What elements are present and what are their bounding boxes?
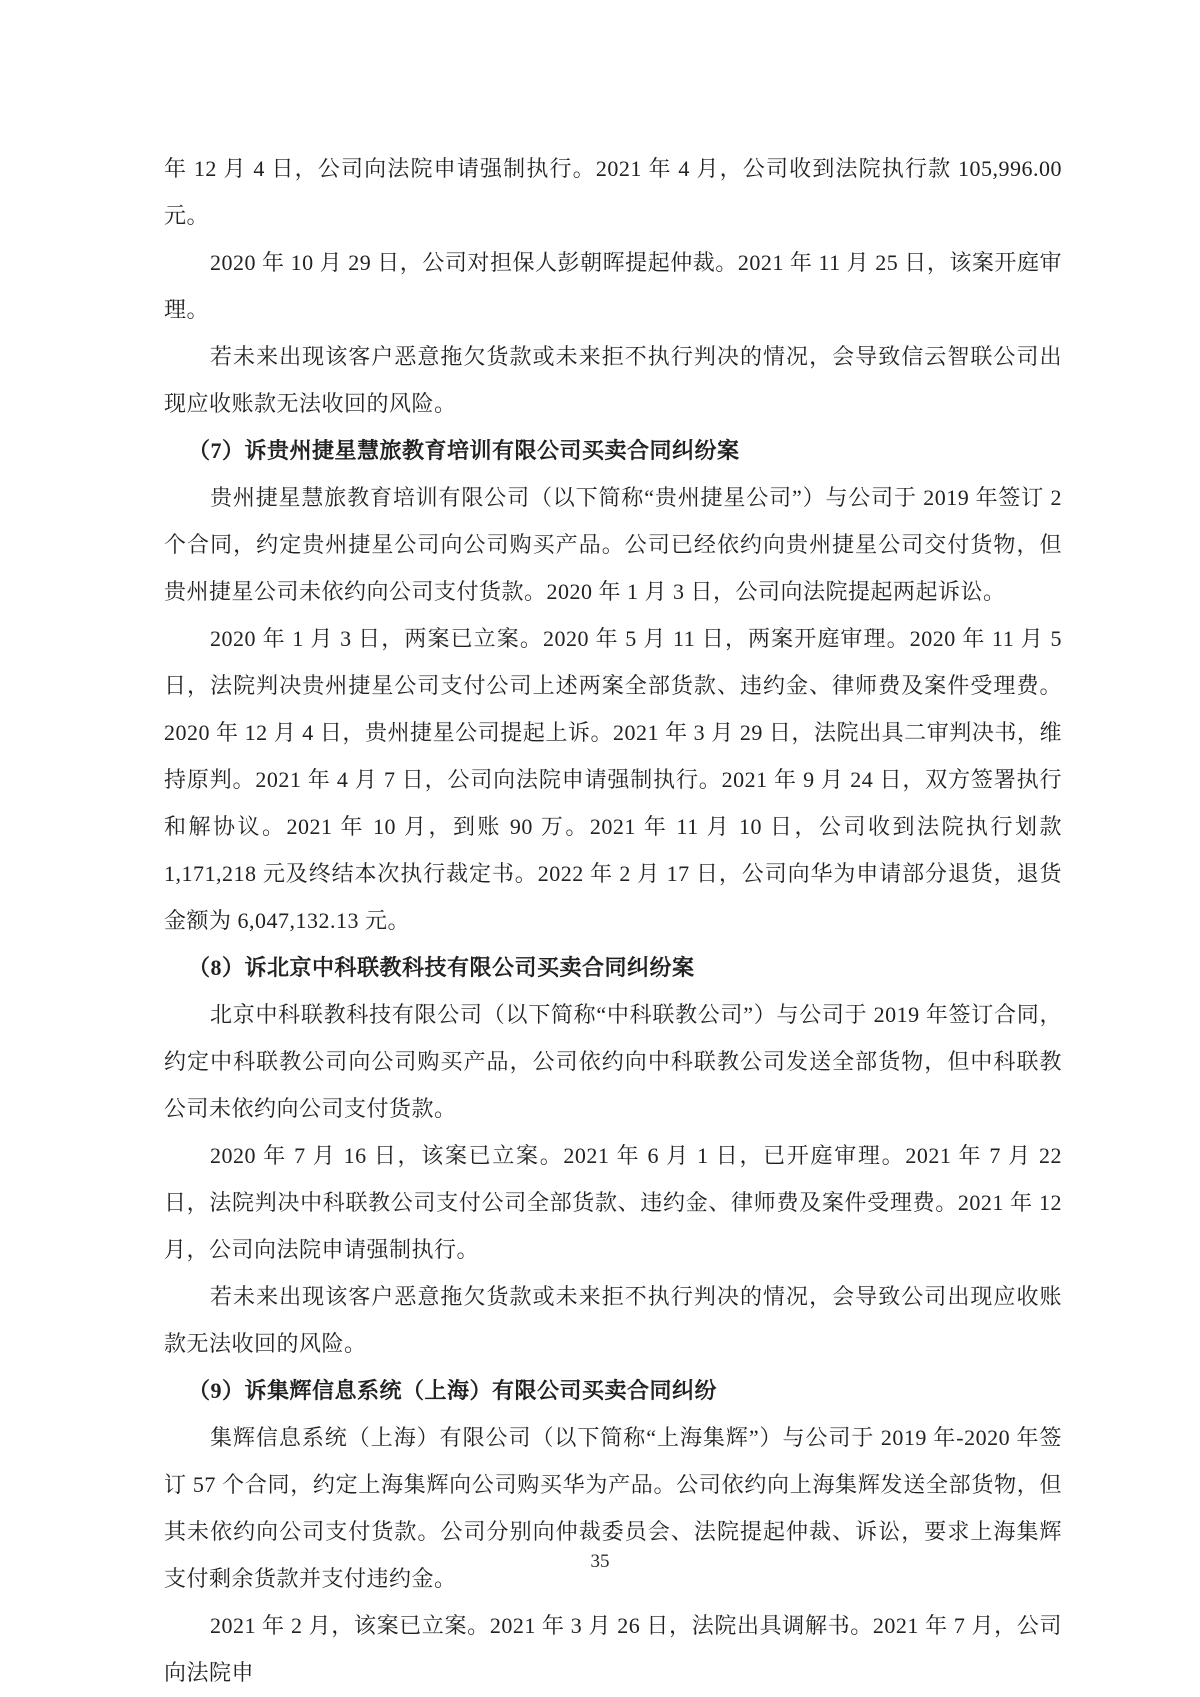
paragraph: 2020 年 1 月 3 日，两案已立案。2020 年 5 月 11 日，两案开庭审理。2020 年 11 月 5 日，法院判决贵州捷星公司支付公司上述两案全部货款、违约金、律师费及案件受理费。2020 年 12 月 4 日，贵州捷星公司提起上诉。2021 年 3 月 29 日，法院出具二审判决书，维持原判。2021 年 4 月 7 日，公司向法院申请强制执行。2021 年 9 月 24 日，双方签署执行和解协议。2021 年 10 月，到账 90 万。2021 年 11 月 10 日，公司收到法院执行划款 1,171,218 元及终结本次执行裁定书。2022 年 2 月 17 日，公司向华为申请部分退货，退货金额为 6,047,132.13 元。: [164, 626, 1062, 933]
paragraph: 集辉信息系统（上海）有限公司（以下简称“上海集辉”）与公司于 2019 年-2020 年签订 57 个合同，约定上海集辉向公司购买华为产品。公司依约向上海集辉发送全部货物，但其未依约向公司支付货款。公司分别向仲裁委员会、法院提起仲裁、诉讼，要求上海集辉支付剩余货款并支付违约金。: [164, 1425, 1062, 1591]
paragraph: 2020 年 10 月 29 日，公司对担保人彭朝晖提起仲裁。2021 年 11 月 25 日，该案开庭审理。: [164, 250, 1062, 322]
paragraph: 北京中科联教科技有限公司（以下简称“中科联教公司”）与公司于 2019 年签订合同，约定中科联教公司向公司购买产品，公司依约向中科联教公司发送全部货物，但中科联教公司未依约向公司支付货款。: [164, 1002, 1062, 1121]
paragraph: 2020 年 7 月 16 日，该案已立案。2021 年 6 月 1 日，已开庭审理。2021 年 7 月 22 日，法院判决中科联教公司支付公司全部货款、违约金、律师费及案件受理费。2021 年 12 月，公司向法院申请强制执行。: [164, 1143, 1062, 1262]
paragraph: 贵州捷星慧旅教育培训有限公司（以下简称“贵州捷星公司”）与公司于 2019 年签订 2 个合同，约定贵州捷星公司向公司购买产品。公司已经依约向贵州捷星公司交付货物，但贵州捷星公司未依约向公司支付货款。2020 年 1 月 3 日，公司向法院提起两起诉讼。: [164, 485, 1062, 604]
section-heading: （8）诉北京中科联教科技有限公司买卖合同纠纷案: [188, 955, 695, 980]
section-heading: （9）诉集辉信息系统（上海）有限公司买卖合同纠纷: [188, 1378, 718, 1403]
paragraph: 2021 年 2 月，该案已立案。2021 年 3 月 26 日，法院出具调解书。2021 年 7 月，公司向法院申: [164, 1613, 1062, 1685]
paragraph: 若未来出现该客户恶意拖欠货款或未来拒不执行判决的情况，会导致公司出现应收账款无法收回的风险。: [164, 1284, 1062, 1356]
paragraph: 年 12 月 4 日，公司向法院申请强制执行。2021 年 4 月，公司收到法院执行款 105,996.00 元。: [164, 156, 1062, 228]
document-body: [164, 145, 1062, 1696]
section-heading: （7）诉贵州捷星慧旅教育培训有限公司买卖合同纠纷案: [188, 438, 740, 463]
paragraph: 若未来出现该客户恶意拖欠货款或未来拒不执行判决的情况，会导致信云智联公司出现应收账款无法收回的风险。: [164, 344, 1062, 416]
page-number: 35: [590, 1551, 610, 1572]
